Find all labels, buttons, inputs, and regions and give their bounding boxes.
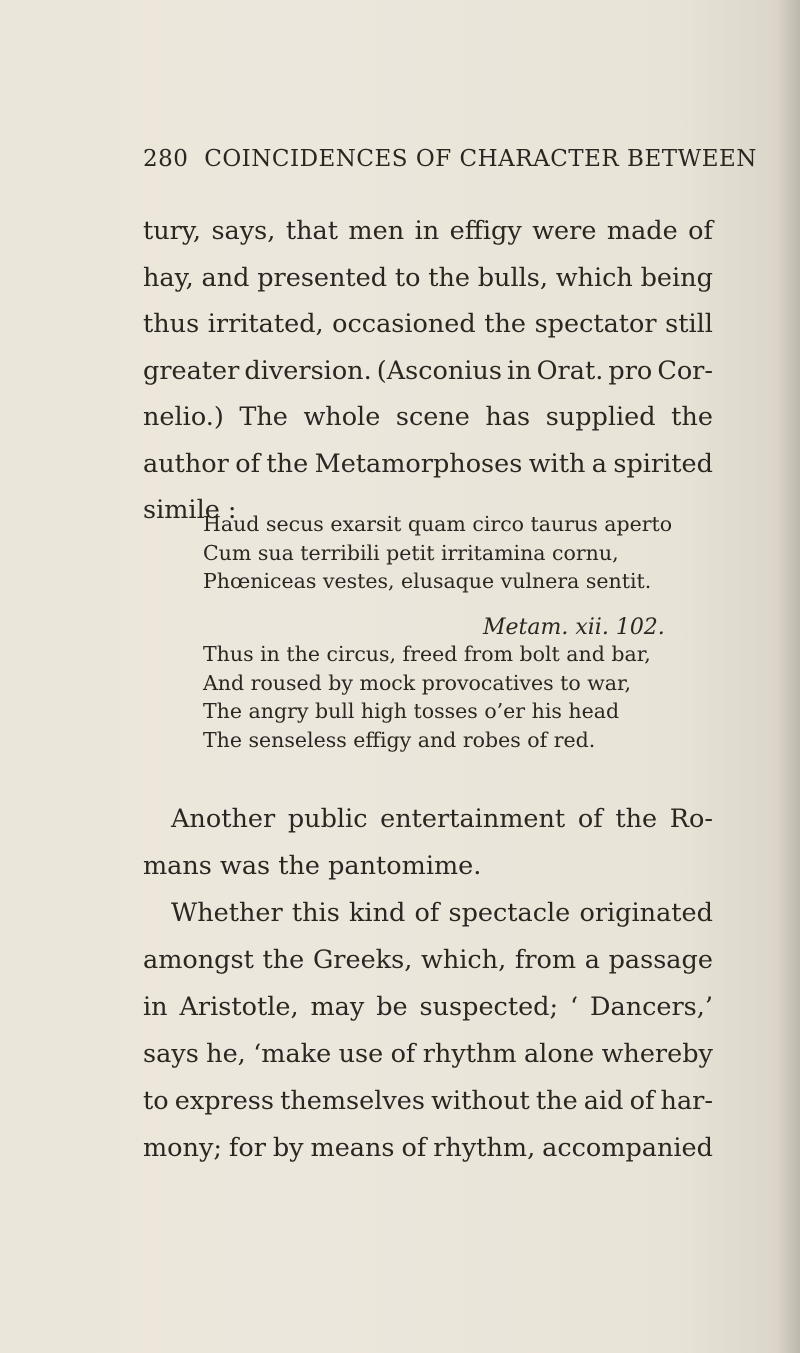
word: Another — [171, 804, 276, 834]
word: ‘ — [570, 992, 579, 1022]
text-line: simile : — [143, 495, 237, 525]
text-line — [143, 301, 713, 348]
word: the — [535, 1086, 578, 1116]
word: the — [428, 262, 470, 293]
word: effigy — [449, 216, 522, 246]
word: alone — [523, 1039, 595, 1069]
word: Greeks, — [312, 945, 413, 975]
running-header — [143, 146, 757, 172]
word: Cor- — [657, 355, 713, 386]
word: thus — [143, 309, 200, 339]
word: spectator — [534, 309, 657, 339]
word: the — [615, 804, 658, 834]
word: with — [528, 448, 586, 479]
word: means — [310, 1133, 395, 1163]
word: still — [665, 309, 713, 339]
word: scene — [395, 402, 470, 432]
word: that — [285, 216, 338, 246]
word: spectacle — [448, 898, 571, 928]
verse-line: Haud secus exarsit quam circo taurus aperto — [203, 512, 673, 536]
word: the — [484, 309, 527, 339]
word: passage — [608, 945, 713, 975]
word: use — [338, 1039, 384, 1069]
word: author — [143, 448, 229, 479]
word: in — [414, 216, 440, 246]
word: aid — [583, 1086, 624, 1116]
word: the — [262, 945, 305, 975]
word: supplied — [545, 402, 656, 432]
word: amongst — [143, 945, 254, 975]
word: in — [507, 355, 532, 386]
text-line — [143, 255, 713, 302]
word: and — [201, 262, 250, 293]
latin-verse-quotation — [203, 510, 672, 596]
word: irritated, — [207, 309, 324, 339]
word: express — [174, 1086, 274, 1116]
text-line — [143, 394, 713, 441]
word: themselves — [280, 1086, 425, 1116]
word: kind — [348, 898, 406, 928]
word: without — [431, 1086, 530, 1116]
verse-line: Thus in the circus, freed from bolt and bar, — [203, 642, 651, 666]
paragraph-2-and-3 — [143, 796, 713, 1172]
word: ‘make — [253, 1039, 332, 1069]
word: which — [555, 262, 633, 293]
word: this — [291, 898, 340, 928]
word: says, — [211, 216, 276, 246]
verse-line: Phœniceas vestes, elusaque vulnera sentit. — [203, 569, 652, 593]
word: hay, — [143, 262, 194, 293]
word: being — [640, 262, 713, 293]
verse-line: The senseless effigy and robes of red. — [203, 727, 596, 752]
word: suspected; — [419, 992, 559, 1022]
word: from — [514, 945, 577, 975]
word: which, — [421, 945, 507, 975]
text-line — [143, 1125, 713, 1172]
word: rhythm, — [433, 1133, 536, 1163]
word: of — [390, 1039, 416, 1069]
word: were — [532, 216, 597, 246]
word: public — [287, 804, 368, 834]
word: tury, — [143, 216, 201, 246]
word: of — [688, 216, 713, 246]
text-line — [143, 796, 713, 843]
word: of — [414, 898, 440, 928]
word: of — [629, 1086, 655, 1116]
text-line — [143, 1078, 713, 1125]
word: occasioned — [332, 309, 476, 339]
text-line: mans was the pantomime. — [143, 851, 482, 881]
text-line — [143, 348, 713, 395]
word: to — [143, 1086, 169, 1116]
word: may — [310, 992, 365, 1022]
text-line — [143, 984, 713, 1031]
word: by — [272, 1133, 304, 1163]
word: originated — [579, 898, 713, 928]
word: in — [143, 992, 168, 1022]
word: says — [143, 1039, 199, 1069]
verse-line: And roused by mock provocatives to war, — [203, 670, 632, 695]
word: The — [239, 402, 288, 432]
word: Aristotle, — [179, 992, 299, 1022]
text-line — [143, 937, 713, 984]
word: entertainment — [380, 804, 566, 834]
word: men — [348, 216, 405, 246]
word: the — [671, 402, 713, 432]
word: bulls, — [477, 262, 548, 293]
word: to — [394, 262, 421, 293]
word: (Asconius — [376, 355, 502, 386]
word: whole — [303, 402, 381, 432]
page-number: 280 — [143, 146, 189, 172]
word: be — [376, 992, 408, 1022]
word: Dancers,’ — [590, 992, 713, 1022]
word: made — [606, 216, 678, 246]
text-line — [143, 1031, 713, 1078]
word: har- — [660, 1086, 713, 1116]
word: rhythm — [422, 1039, 517, 1069]
word: a — [591, 448, 607, 479]
text-line — [143, 441, 713, 488]
word: spirited — [613, 448, 713, 479]
word: nelio.) — [143, 402, 224, 432]
word: whereby — [601, 1039, 713, 1069]
word: a — [584, 945, 600, 975]
word: Ro- — [669, 804, 713, 834]
word: diversion. — [244, 355, 372, 386]
paragraph-1 — [143, 208, 713, 534]
english-verse-translation — [203, 640, 651, 754]
word: the — [266, 448, 309, 479]
text-line — [143, 890, 713, 937]
word: has — [485, 402, 531, 432]
verse-line: Cum sua terribili petit irritamina cornu, — [203, 540, 619, 565]
word: of — [235, 448, 261, 479]
verse-citation: Metam. xii. 102. — [483, 615, 665, 640]
word: Orat. — [536, 355, 604, 386]
word: greater — [143, 355, 240, 386]
word: mony; — [143, 1133, 222, 1163]
text-line — [143, 208, 713, 255]
word: pro — [608, 355, 653, 386]
word: of — [401, 1133, 427, 1163]
word: for — [228, 1133, 266, 1163]
word: presented — [257, 262, 388, 293]
word: Whether — [171, 898, 283, 928]
word: of — [577, 804, 603, 834]
verse-line: The angry bull high tosses o’er his head — [203, 699, 620, 723]
word: he, — [206, 1039, 246, 1069]
word: accompanied — [542, 1133, 713, 1163]
running-title: COINCIDENCES OF CHARACTER BETWEEN — [204, 146, 757, 172]
word: Metamorphoses — [314, 448, 523, 479]
